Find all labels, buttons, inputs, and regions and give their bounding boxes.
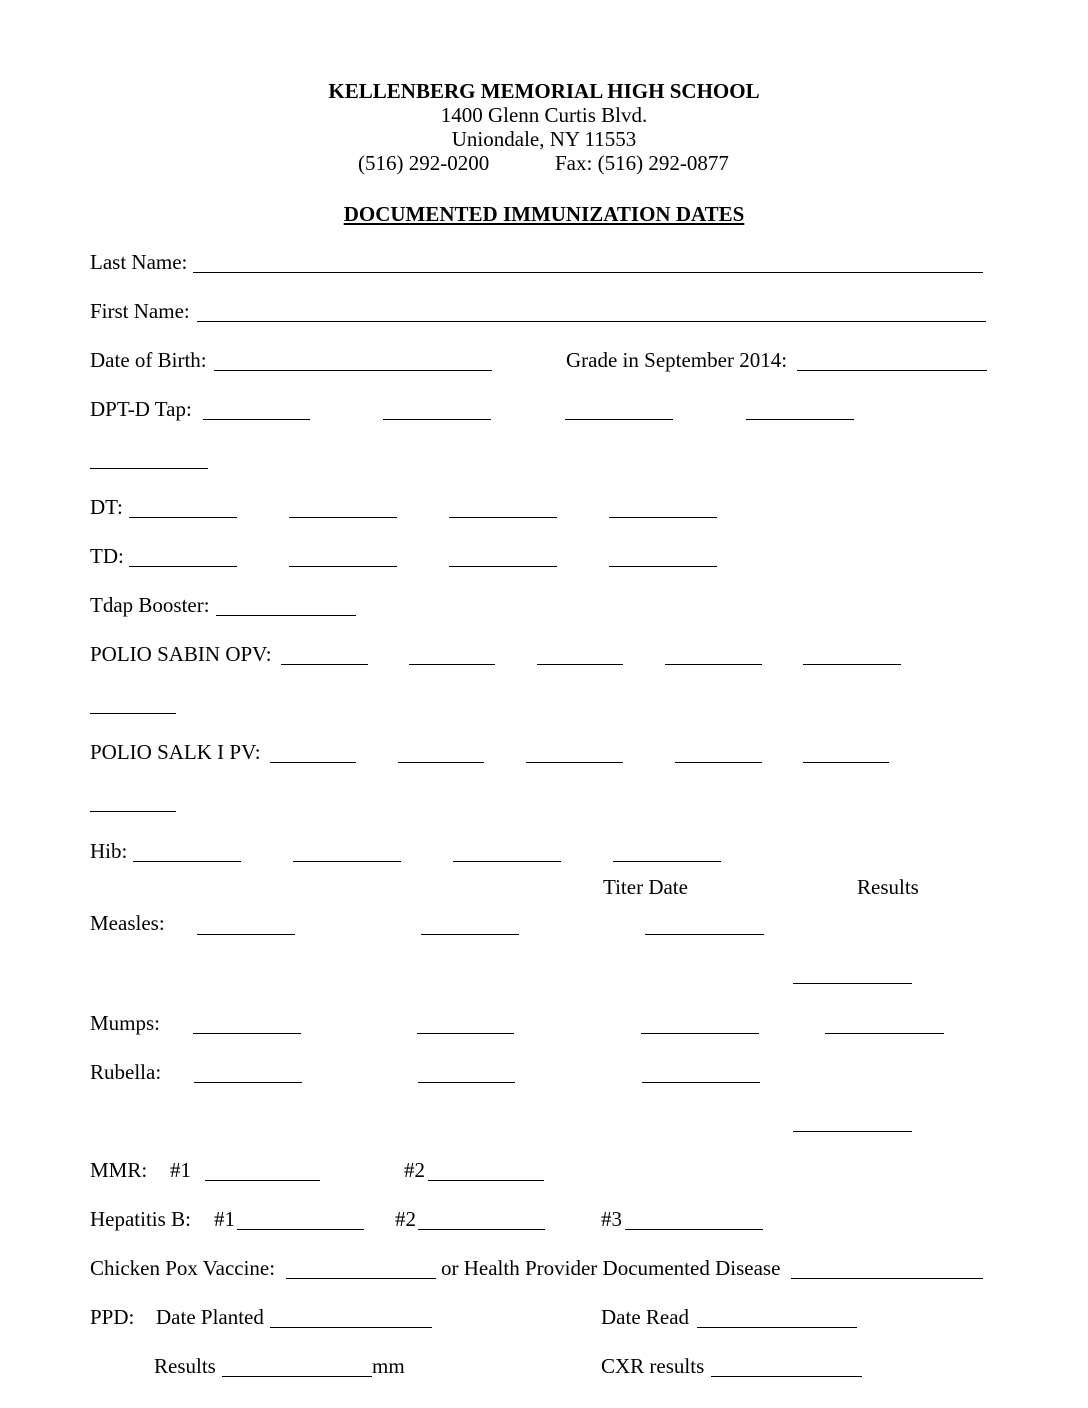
date-of-birth-label: Date of Birth: (90, 348, 207, 372)
hepatitis-b-label: Hepatitis B: (90, 1207, 191, 1231)
polio-opv-date-field[interactable] (409, 664, 495, 665)
polio-ipv-date-field[interactable] (90, 811, 176, 812)
first-name-field[interactable] (197, 321, 986, 322)
td-date-field[interactable] (129, 566, 237, 567)
measles-titer-date-field[interactable] (645, 934, 764, 935)
health-provider-label: or Health Provider Documented Disease (441, 1256, 781, 1280)
date-planted-label: Date Planted (156, 1305, 264, 1329)
date-of-birth-field[interactable] (214, 370, 492, 371)
date-read-field[interactable] (697, 1327, 857, 1328)
polio-opv-date-field[interactable] (537, 664, 623, 665)
polio-ipv-date-field[interactable] (803, 762, 889, 763)
mumps-label: Mumps: (90, 1011, 161, 1035)
polio-ipv-label: POLIO SALK I PV: (90, 740, 261, 764)
rubella-titer-date-field[interactable] (642, 1082, 760, 1083)
mumps-titer-date-field[interactable] (641, 1033, 759, 1034)
date-read-label: Date Read (601, 1305, 690, 1329)
mmr-dose-2-field[interactable] (428, 1180, 544, 1181)
address-line-2: Uniondale, NY 11553 (451, 127, 637, 151)
mmr-dose-2-label: #2 (404, 1158, 425, 1182)
dpt-date-field[interactable] (203, 419, 310, 420)
ppd-label: PPD: (90, 1305, 135, 1329)
last-name-label: Last Name: (90, 250, 188, 274)
cxr-results-field[interactable] (711, 1376, 862, 1377)
last-name-field[interactable] (193, 272, 983, 273)
rubella-date-field[interactable] (418, 1082, 515, 1083)
first-name-label: First Name: (90, 299, 190, 323)
dpt-label: DPT-D Tap: (90, 397, 192, 421)
ppd-results-field[interactable] (222, 1376, 372, 1377)
hib-date-field[interactable] (453, 861, 561, 862)
dt-label: DT: (90, 495, 123, 519)
dt-date-field[interactable] (449, 517, 557, 518)
mmr-label: MMR: (90, 1158, 148, 1182)
td-date-field[interactable] (609, 566, 717, 567)
mmr-dose-1-label: #1 (170, 1158, 191, 1182)
hepatitis-b-dose-2-label: #2 (395, 1207, 416, 1231)
hib-date-field[interactable] (133, 861, 241, 862)
mumps-date-field[interactable] (417, 1033, 514, 1034)
hib-date-field[interactable] (613, 861, 721, 862)
measles-date-field[interactable] (197, 934, 295, 935)
grade-label: Grade in September 2014: (566, 348, 788, 372)
hib-date-field[interactable] (293, 861, 401, 862)
polio-opv-label: POLIO SABIN OPV: (90, 642, 272, 666)
td-date-field[interactable] (449, 566, 557, 567)
measles-results-field[interactable] (793, 983, 912, 984)
chicken-pox-vaccine-field[interactable] (286, 1278, 436, 1279)
mmr-dose-1-field[interactable] (205, 1180, 320, 1181)
phone-number: (516) 292-0200 (358, 151, 490, 175)
rubella-date-field[interactable] (194, 1082, 302, 1083)
form-title: DOCUMENTED IMMUNIZATION DATES (343, 202, 745, 226)
td-date-field[interactable] (289, 566, 397, 567)
cxr-results-label: CXR results (601, 1354, 705, 1378)
mumps-results-field[interactable] (825, 1033, 944, 1034)
date-planted-field[interactable] (270, 1327, 432, 1328)
ppd-results-label: Results (154, 1354, 216, 1378)
polio-ipv-date-field[interactable] (675, 762, 762, 763)
polio-ipv-date-field[interactable] (398, 762, 484, 763)
polio-ipv-date-field[interactable] (526, 762, 623, 763)
measles-label: Measles: (90, 911, 165, 935)
address-line-1: 1400 Glenn Curtis Blvd. (440, 103, 648, 127)
documented-disease-field[interactable] (791, 1278, 983, 1279)
hepatitis-b-dose-1-field[interactable] (237, 1229, 364, 1230)
rubella-label: Rubella: (90, 1060, 162, 1084)
tdap-date-field[interactable] (216, 615, 356, 616)
hepatitis-b-dose-2-field[interactable] (418, 1229, 545, 1230)
grade-field[interactable] (797, 370, 987, 371)
polio-opv-date-field[interactable] (281, 664, 368, 665)
titer-date-header: Titer Date (603, 875, 688, 899)
hib-label: Hib: (90, 839, 128, 863)
hepatitis-b-dose-3-label: #3 (601, 1207, 622, 1231)
polio-opv-date-field[interactable] (90, 713, 176, 714)
mm-unit-label: mm (372, 1354, 405, 1378)
td-label: TD: (90, 544, 124, 568)
school-name: KELLENBERG MEMORIAL HIGH SCHOOL (328, 79, 760, 103)
dpt-date-field[interactable] (746, 419, 854, 420)
mumps-date-field[interactable] (193, 1033, 301, 1034)
dpt-date-field[interactable] (90, 468, 208, 469)
dpt-date-field[interactable] (565, 419, 673, 420)
results-header: Results (857, 875, 919, 899)
polio-opv-date-field[interactable] (803, 664, 901, 665)
measles-date-field[interactable] (421, 934, 519, 935)
polio-opv-date-field[interactable] (665, 664, 762, 665)
polio-ipv-date-field[interactable] (270, 762, 356, 763)
hepatitis-b-dose-3-field[interactable] (625, 1229, 763, 1230)
dt-date-field[interactable] (289, 517, 397, 518)
tdap-label: Tdap Booster: (90, 593, 210, 617)
dpt-date-field[interactable] (383, 419, 491, 420)
dt-date-field[interactable] (129, 517, 237, 518)
hepatitis-b-dose-1-label: #1 (214, 1207, 235, 1231)
rubella-results-field[interactable] (793, 1131, 912, 1132)
chicken-pox-label: Chicken Pox Vaccine: (90, 1256, 276, 1280)
dt-date-field[interactable] (609, 517, 717, 518)
fax-number: Fax: (516) 292-0877 (555, 151, 729, 175)
